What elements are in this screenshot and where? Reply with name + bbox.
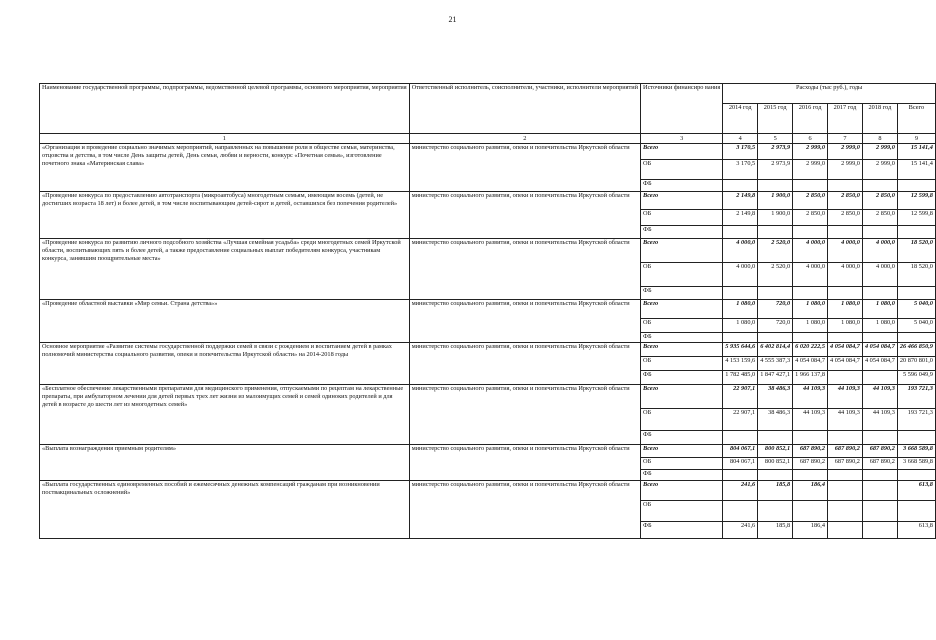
year-value: 2 850,0 [862, 192, 897, 210]
column-number: 9 [897, 134, 935, 144]
header-program: Наименование государственной программы, подпрограммы, ведомственной целевой программы, основного мероприятия, мероприятия [40, 84, 410, 134]
year-value: 4 054 084,7 [828, 343, 863, 357]
year-value: 4 054 084,7 [862, 343, 897, 357]
program-name: «Проведение конкурса по развитию личного подсобного хозяйства «Лучшая семейная усадьба» среди многодетных семей Иркутской области, воспитывающих пять и более детей, а также предоставление социальных выплат победителям конкурса, участникам конкурса, занявшим поощрительные места» [40, 239, 410, 300]
year-value [828, 226, 863, 239]
funding-source: Всего [641, 239, 723, 263]
funding-source: ОБ [641, 409, 723, 431]
year-value: 44 109,3 [793, 409, 828, 431]
year-value [723, 431, 758, 445]
year-value: 1 080,0 [793, 300, 828, 319]
executor-name: министерство социального развития, опеки и попечительства Иркутской области [409, 192, 640, 239]
year-value: 687 890,2 [828, 458, 863, 470]
table-row [40, 385, 936, 409]
year-value: 1 080,0 [723, 300, 758, 319]
year-value: 44 109,3 [862, 409, 897, 431]
year-value: 2 520,0 [758, 239, 793, 263]
year-value: 1 847 427,1 [758, 371, 793, 385]
year-value: 1 080,0 [828, 319, 863, 333]
year-value [862, 180, 897, 192]
year-value: 38 486,3 [758, 385, 793, 409]
year-value: 44 109,3 [828, 409, 863, 431]
funding-source: ФБ [641, 226, 723, 239]
total-value: 5 040,0 [897, 319, 935, 333]
year-value: 687 890,2 [862, 458, 897, 470]
year-value: 2 850,0 [793, 210, 828, 226]
year-value: 720,0 [758, 300, 793, 319]
year-value: 241,6 [723, 481, 758, 501]
year-value [828, 431, 863, 445]
column-number: 2 [409, 134, 640, 144]
executor-name: министерство социального развития, опеки и попечительства Иркутской области [409, 343, 640, 385]
executor-name: министерство социального развития, опеки и попечительства Иркутской области [409, 385, 640, 445]
year-value: 1 966 137,8 [793, 371, 828, 385]
year-value: 4 000,0 [793, 263, 828, 287]
year-value: 22 907,1 [723, 385, 758, 409]
header-total: Всего [897, 104, 935, 134]
year-value: 1 080,0 [862, 319, 897, 333]
funding-source: Всего [641, 385, 723, 409]
total-value [897, 470, 935, 481]
table-row [40, 144, 936, 160]
header-year: 2015 год [758, 104, 793, 134]
executor-name: министерство социального развития, опеки и попечительства Иркутской области [409, 445, 640, 481]
year-value [758, 180, 793, 192]
year-value: 186,4 [793, 481, 828, 501]
year-value [828, 522, 863, 539]
year-value: 800 852,1 [758, 458, 793, 470]
total-value: 193 721,3 [897, 409, 935, 431]
column-number: 3 [641, 134, 723, 144]
year-value [723, 226, 758, 239]
funding-source: ФБ [641, 431, 723, 445]
year-value [862, 501, 897, 522]
year-value [862, 522, 897, 539]
year-value: 185,8 [758, 522, 793, 539]
header-year: 2018 год [862, 104, 897, 134]
year-value [828, 180, 863, 192]
year-value [758, 333, 793, 343]
total-value: 18 520,0 [897, 263, 935, 287]
year-value [723, 501, 758, 522]
total-value: 5 596 049,9 [897, 371, 935, 385]
year-value: 4 000,0 [828, 263, 863, 287]
year-value: 4 555 387,3 [758, 357, 793, 371]
year-value: 4 054 084,7 [828, 357, 863, 371]
year-value: 1 900,0 [758, 210, 793, 226]
funding-source: ОБ [641, 263, 723, 287]
funding-source: ФБ [641, 287, 723, 300]
table-row [40, 343, 936, 357]
year-value: 2 850,0 [828, 210, 863, 226]
year-value [828, 333, 863, 343]
year-value: 2 999,0 [793, 144, 828, 160]
year-value [793, 180, 828, 192]
header-executor: Ответственный исполнитель, соисполнители, участники, исполнители мероприятий [409, 84, 640, 134]
year-value: 1 080,0 [862, 300, 897, 319]
year-value [723, 287, 758, 300]
column-number: 6 [793, 134, 828, 144]
year-value: 4 054 084,7 [862, 357, 897, 371]
table-row [40, 481, 936, 501]
year-value: 687 890,2 [793, 458, 828, 470]
column-number: 5 [758, 134, 793, 144]
total-value [897, 431, 935, 445]
table-row [40, 300, 936, 319]
program-name: «Выплата государственных единовременных пособий и ежемесячных денежных компенсаций гражданам при возникновении поствакцинальных осложнений» [40, 481, 410, 539]
total-value: 193 721,3 [897, 385, 935, 409]
year-value: 2 999,0 [862, 160, 897, 180]
year-value: 687 890,2 [828, 445, 863, 458]
year-value: 4 000,0 [723, 263, 758, 287]
funding-source: Всего [641, 144, 723, 160]
funding-source: ОБ [641, 210, 723, 226]
year-value [862, 431, 897, 445]
total-value: 3 668 589,8 [897, 458, 935, 470]
funding-source: Всего [641, 481, 723, 501]
year-value: 1 782 485,0 [723, 371, 758, 385]
year-value: 804 067,1 [723, 458, 758, 470]
header-year: 2017 год [828, 104, 863, 134]
year-value: 3 170,5 [723, 160, 758, 180]
total-value: 20 870 801,0 [897, 357, 935, 371]
year-value: 2 999,0 [793, 160, 828, 180]
year-value [828, 371, 863, 385]
funding-source: ФБ [641, 371, 723, 385]
year-value [793, 501, 828, 522]
total-value: 613,8 [897, 522, 935, 539]
total-value [897, 226, 935, 239]
year-value [862, 226, 897, 239]
year-value [758, 470, 793, 481]
funding-source: ФБ [641, 470, 723, 481]
header-expenses: Расходы (тыс руб.), годы [723, 84, 936, 104]
year-value: 2 850,0 [793, 192, 828, 210]
executor-name: министерство социального развития, опеки и попечительства Иркутской области [409, 481, 640, 539]
funding-source: Всего [641, 445, 723, 458]
budget-table [39, 83, 936, 539]
year-value: 6 402 814,4 [758, 343, 793, 357]
year-value [793, 226, 828, 239]
year-value: 4 153 159,6 [723, 357, 758, 371]
column-number-row [40, 134, 936, 144]
year-value: 2 973,9 [758, 160, 793, 180]
year-value [862, 481, 897, 501]
year-value: 38 486,3 [758, 409, 793, 431]
year-value: 687 890,2 [793, 445, 828, 458]
year-value: 5 935 644,6 [723, 343, 758, 357]
year-value: 2 850,0 [828, 192, 863, 210]
year-value: 44 109,3 [828, 385, 863, 409]
year-value [758, 431, 793, 445]
year-value: 800 852,1 [758, 445, 793, 458]
year-value [862, 470, 897, 481]
total-value: 5 040,0 [897, 300, 935, 319]
program-name: «Бесплатное обеспечение лекарственными препаратами для медицинского применения, отпускаемыми по рецептам на лекарственные препараты, при амбулаторном лечении для детей первых трех лет жизни из малоимущих семей и семей одиноких родителей и для детей в возрасте до шести лет из многодетных семей» [40, 385, 410, 445]
year-value: 6 020 222,5 [793, 343, 828, 357]
year-value [862, 287, 897, 300]
year-value [758, 501, 793, 522]
funding-source: Всего [641, 192, 723, 210]
year-value [862, 371, 897, 385]
column-number: 1 [40, 134, 410, 144]
year-value [758, 287, 793, 300]
total-value: 18 520,0 [897, 239, 935, 263]
total-value: 15 141,4 [897, 144, 935, 160]
total-value: 12 599,8 [897, 192, 935, 210]
funding-source: Всего [641, 343, 723, 357]
year-value: 4 000,0 [862, 239, 897, 263]
year-value: 185,8 [758, 481, 793, 501]
total-value: 12 599,8 [897, 210, 935, 226]
table-row [40, 192, 936, 210]
funding-source: ОБ [641, 458, 723, 470]
funding-source: Всего [641, 300, 723, 319]
total-value [897, 287, 935, 300]
year-value: 2 520,0 [758, 263, 793, 287]
year-value: 4 000,0 [862, 263, 897, 287]
year-value [828, 287, 863, 300]
year-value: 720,0 [758, 319, 793, 333]
funding-source: ОБ [641, 160, 723, 180]
year-value [758, 226, 793, 239]
year-value [723, 180, 758, 192]
year-value [828, 501, 863, 522]
total-value [897, 333, 935, 343]
year-value: 1 080,0 [723, 319, 758, 333]
year-value: 3 170,5 [723, 144, 758, 160]
header-year: 2014 год [723, 104, 758, 134]
header-year: 2016 год [793, 104, 828, 134]
total-value [897, 501, 935, 522]
funding-source: ФБ [641, 333, 723, 343]
year-value: 2 149,8 [723, 210, 758, 226]
year-value [793, 431, 828, 445]
funding-source: ФБ [641, 522, 723, 539]
year-value [793, 470, 828, 481]
year-value [723, 470, 758, 481]
year-value: 2 999,0 [828, 160, 863, 180]
program-name: «Выплата вознаграждения приемным родителям» [40, 445, 410, 481]
year-value: 2 999,0 [862, 144, 897, 160]
year-value: 2 973,9 [758, 144, 793, 160]
year-value: 44 109,3 [793, 385, 828, 409]
year-value: 1 080,0 [828, 300, 863, 319]
program-name: «Проведение конкурса по предоставлению автотранспорта (микроавтобуса) многодетным семьям, имеющим восемь (детей, не достигших возраста 18 лет) и более детей, в том числе воспитывающим детей-сирот и детей, оставшихся без попечения родителей» [40, 192, 410, 239]
year-value: 241,6 [723, 522, 758, 539]
funding-source: ОБ [641, 357, 723, 371]
funding-source: ОБ [641, 501, 723, 522]
total-value: 26 466 850,9 [897, 343, 935, 357]
column-number: 7 [828, 134, 863, 144]
table-row [40, 445, 936, 458]
executor-name: министерство социального развития, опеки и попечительства Иркутской области [409, 144, 640, 192]
year-value [793, 287, 828, 300]
year-value: 2 999,0 [828, 144, 863, 160]
year-value [723, 333, 758, 343]
year-value: 22 907,1 [723, 409, 758, 431]
year-value: 687 890,2 [862, 445, 897, 458]
year-value: 2 149,8 [723, 192, 758, 210]
header-source: Источники финансиро вания [641, 84, 723, 134]
year-value: 804 067,1 [723, 445, 758, 458]
executor-name: министерство социального развития, опеки и попечительства Иркутской области [409, 239, 640, 300]
year-value: 4 000,0 [793, 239, 828, 263]
program-name: «Проведение областной выставки «Мир семьи. Страна детства»» [40, 300, 410, 343]
year-value: 44 109,3 [862, 385, 897, 409]
year-value [828, 481, 863, 501]
column-number: 8 [862, 134, 897, 144]
total-value [897, 180, 935, 192]
year-value: 186,4 [793, 522, 828, 539]
total-value: 3 668 589,8 [897, 445, 935, 458]
program-name: «Организация и проведение социально значимых мероприятий, направленных на повышение роли в обществе семьи, материнства, отцовства и детства, в том числе День защиты детей, День семьи, любви и верности, конкурс «Почетная семья», изготовление почетного знака «Материнская слава» [40, 144, 410, 192]
year-value: 4 000,0 [828, 239, 863, 263]
year-value [828, 470, 863, 481]
page-number: 21 [448, 15, 457, 24]
year-value: 2 850,0 [862, 210, 897, 226]
year-value [862, 333, 897, 343]
column-number: 4 [723, 134, 758, 144]
total-value: 613,8 [897, 481, 935, 501]
table-row [40, 239, 936, 263]
year-value: 1 080,0 [793, 319, 828, 333]
year-value [793, 333, 828, 343]
year-value: 4 000,0 [723, 239, 758, 263]
program-name: Основное мероприятие «Развитие системы государственной поддержки семей в связи с рождением и воспитанием детей в рамках полномочий министерства социального развития, опеки и попечительства Иркутской области» на 2014-2018 годы [40, 343, 410, 385]
funding-source: ОБ [641, 319, 723, 333]
year-value: 1 900,0 [758, 192, 793, 210]
funding-source: ФБ [641, 180, 723, 192]
year-value: 4 054 084,7 [793, 357, 828, 371]
total-value: 15 141,4 [897, 160, 935, 180]
executor-name: министерство социального развития, опеки и попечительства Иркутской области [409, 300, 640, 343]
